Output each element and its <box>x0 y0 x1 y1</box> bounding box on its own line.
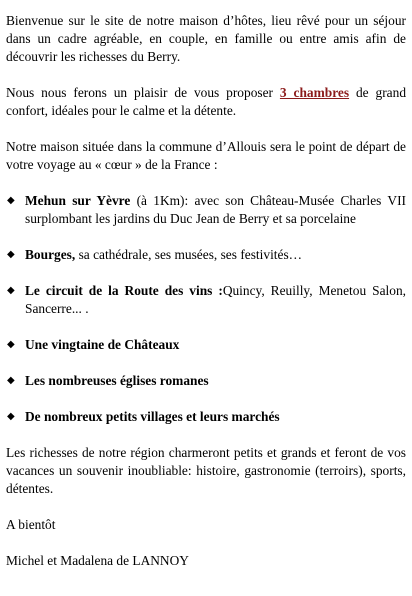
place-title: Bourges, <box>25 247 76 262</box>
list-item <box>6 372 406 390</box>
diamond-bullet-icon: ◆ <box>7 411 15 422</box>
outro-signature: Michel et Madalena de LANNOY <box>6 553 189 568</box>
place-title: De nombreux petits villages et leurs marchés <box>25 409 280 424</box>
list-item <box>6 336 406 354</box>
place-description: sa cathédrale, ses musées, ses festivités… <box>75 247 303 262</box>
rooms-text-after: de grand confort, idéales pour le calme et la détente. <box>6 85 407 118</box>
diamond-bullet-icon: ◆ <box>7 195 15 206</box>
list-item <box>6 408 406 426</box>
list-item <box>6 282 406 318</box>
place-description: Quincy, Reuilly, Menetou Salon, Sancerre... . <box>25 283 406 316</box>
place-title: Mehun sur Yèvre <box>25 193 131 208</box>
list-item <box>6 192 406 228</box>
diamond-bullet-icon: ◆ <box>7 339 15 350</box>
intro-paragraph-location: Notre maison située dans la commune d’Allouis sera le point de départ de votre voyage au « cœur » de la France : <box>6 139 406 172</box>
intro-paragraph-rooms <box>6 84 406 120</box>
place-title: Le circuit de la Route des vins : <box>25 283 223 298</box>
outro-greeting: A bientôt <box>6 517 56 532</box>
rooms-text-before: Nous nous ferons un plaisir de vous proposer <box>6 85 280 100</box>
intro-paragraph-welcome: Bienvenue sur le site de notre maison d’hôtes, lieu rêvé pour un séjour dans un cadre agréable, en couple, en famille ou entre amis afin de découvrir les richesses du Berry. <box>6 13 406 64</box>
diamond-bullet-icon: ◆ <box>7 249 15 260</box>
diamond-bullet-icon: ◆ <box>7 375 15 386</box>
diamond-bullet-icon: ◆ <box>7 285 15 296</box>
rooms-link[interactable]: 3 chambres <box>279 85 350 100</box>
place-title: Les nombreuses églises romanes <box>25 373 209 388</box>
outro-paragraph-region: Les richesses de notre région charmeront petits et grands et feront de vos vacances un souvenir inoubliable: histoire, gastronomie (terroirs), sports, détentes. <box>6 445 406 496</box>
closing-section <box>6 444 406 570</box>
list-item <box>6 246 406 264</box>
place-title: Une vingtaine de Châteaux <box>25 337 180 352</box>
places-list <box>6 192 406 426</box>
place-description: (à 1Km): avec son Château-Musée Charles VII surplombant les jardins du Duc Jean de Berry et sa porcelaine <box>25 193 406 226</box>
